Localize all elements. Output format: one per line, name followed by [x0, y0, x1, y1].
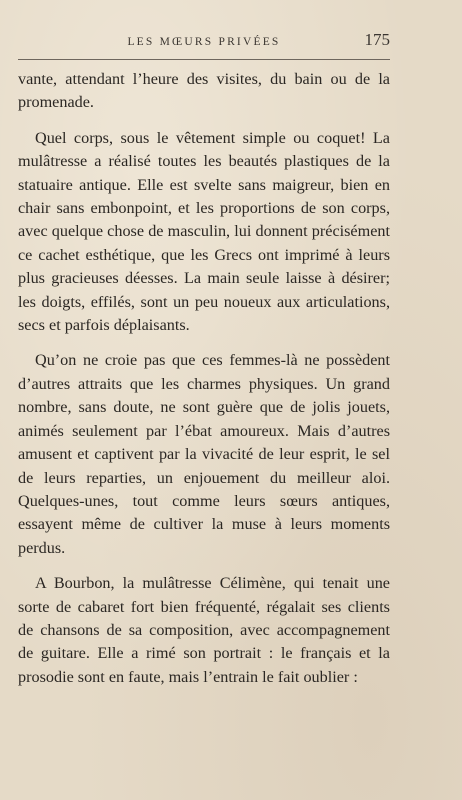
paragraph: Qu’on ne croie pas que ces femmes-là ne possèdent d’autres attraits que les charmes physiques. Un grand nombre, sans doute, ne sont guère que de jolis jouets, animés seulement par l’ébat amoureux. Mais d’autres amusent et captivent par la vivacité de leur esprit, le sel de leurs reparties, un enjouement du meilleur aloi. Quelques-unes, tout comme leurs sœurs antiques, essayent même de cultiver la muse à leurs moments perdus.	[18, 351, 390, 557]
paragraph-continuation: vante, attendant l’heure des visites, du bain ou de la promenade.	[18, 70, 390, 112]
paragraph: Quel corps, sous le vêtement simple ou coquet! La mulâtresse a réalisé toutes les beautés plastiques de la statuaire antique. Elle est svelte sans maigreur, bien en chair sans embonpoint, et les proportions de son corps, avec quelque chose de masculin, lui donnent précisément ce cachet esthétique, que les Grecs ont imprimé à leurs plus gracieuses déesses. La main seule laisse à désirer; les doigts, effilés, sont un peu noueux aux articulations, secs et parfois déplaisants.	[18, 128, 390, 335]
running-head	[18, 30, 390, 50]
header-rule	[18, 59, 390, 60]
running-title: LES MŒURS PRIVÉES	[127, 36, 281, 48]
page-number: 175	[364, 30, 390, 49]
body-text	[18, 68, 390, 701]
paragraph: A Bourbon, la mulâtresse Célimène, qui tenait une sorte de cabaret fort bien fréquenté, régalait ses clients de chansons de sa composition, avec accompagnement de guitare. Elle a rimé son portrait : le français et la prosodie sont en faute, mais l’entrain le fait oublier :	[18, 574, 390, 686]
